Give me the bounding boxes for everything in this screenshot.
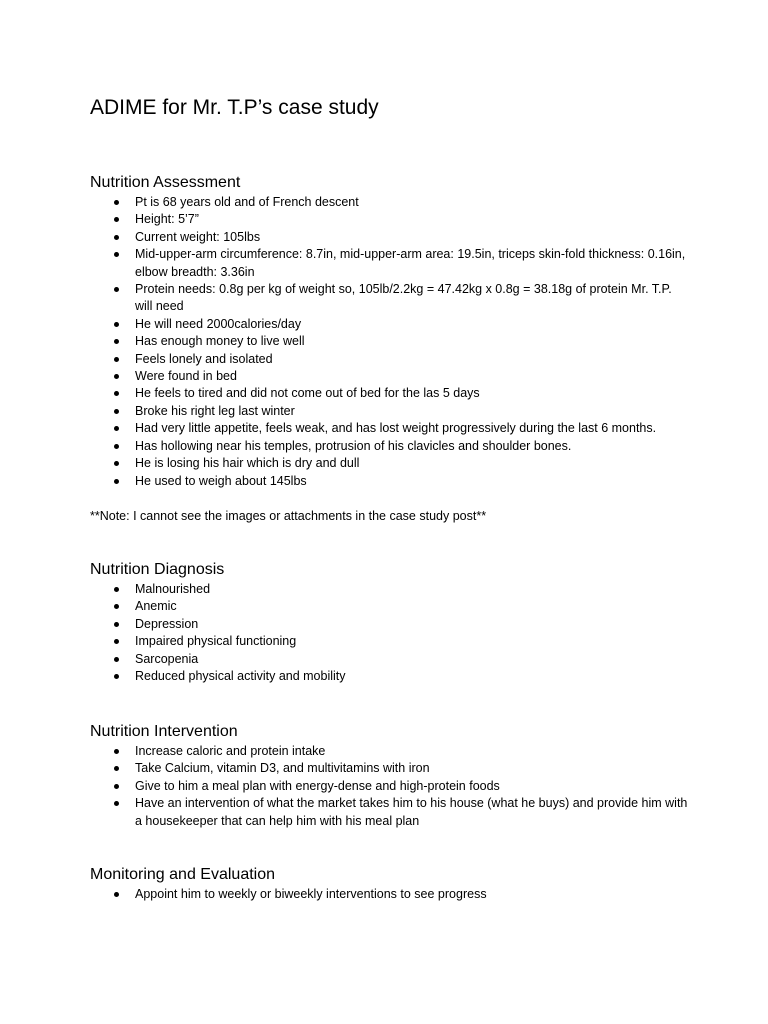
list-item-text: Have an intervention of what the market takes him to his house (what he buys) and provide him with a housekeeper that can help him with his meal plan: [135, 796, 688, 828]
list-item: [90, 211, 690, 228]
list-item-text: Height: 5’7”: [135, 212, 199, 227]
bullet-icon: [114, 287, 119, 292]
bullet-icon: [114, 235, 119, 240]
list-item: [90, 778, 690, 795]
bullet-icon: [114, 374, 119, 379]
list-item: [90, 403, 690, 420]
list-item: [90, 651, 690, 668]
bullet-icon: [114, 444, 119, 449]
bullet-icon: [114, 604, 119, 609]
bullet-icon: [114, 801, 119, 806]
assessment-list: [90, 194, 690, 490]
list-item: [90, 616, 690, 633]
bullet-icon: [114, 657, 119, 662]
list-item: [90, 438, 690, 455]
list-item: [90, 795, 690, 830]
list-item: [90, 455, 690, 472]
bullet-icon: [114, 784, 119, 789]
list-item-text: Reduced physical activity and mobility: [135, 669, 346, 684]
list-item: [90, 246, 690, 281]
bullet-icon: [114, 622, 119, 627]
bullet-icon: [114, 200, 119, 205]
list-item: [90, 668, 690, 685]
list-item: [90, 420, 690, 437]
list-item: [90, 333, 690, 350]
diagnosis-list: [90, 581, 690, 685]
section-heading-monitoring: Monitoring and Evaluation: [90, 866, 276, 883]
section-nutrition-intervention: [90, 722, 690, 830]
list-item: [90, 633, 690, 650]
list-item: [90, 385, 690, 402]
list-item: [90, 598, 690, 615]
bullet-icon: [114, 357, 119, 362]
bullet-icon: [114, 587, 119, 592]
bullet-icon: [114, 766, 119, 771]
list-item-text: Were found in bed: [135, 369, 237, 384]
list-item-text: He feels to tired and did not come out of bed for the las 5 days: [135, 386, 480, 401]
list-item-text: Depression: [135, 616, 199, 631]
bullet-icon: [114, 639, 119, 644]
list-item-text: Sarcopenia: [135, 651, 199, 666]
list-item: [90, 351, 690, 368]
section-heading-assessment: Nutrition Assessment: [90, 174, 241, 191]
list-item-text: Anemic: [135, 599, 177, 614]
bullet-icon: [114, 322, 119, 327]
list-item-text: Has enough money to live well: [135, 334, 305, 349]
list-item-text: He will need 2000calories/day: [135, 316, 302, 331]
bullet-icon: [114, 674, 119, 679]
bullet-icon: [114, 892, 119, 897]
bullet-icon: [114, 339, 119, 344]
list-item: [90, 316, 690, 333]
bullet-icon: [114, 409, 119, 414]
list-item-text: Broke his right leg last winter: [135, 403, 295, 418]
list-item-text: Feels lonely and isolated: [135, 351, 273, 366]
intervention-list: [90, 743, 690, 830]
list-item-text: Protein needs: 0.8g per kg of weight so, 105lb/2.2kg = 47.42kg x 0.8g = 38.18g of protein Mr. T.P. will need: [135, 282, 672, 314]
list-item: [90, 473, 690, 490]
list-item-text: Take Calcium, vitamin D3, and multivitamins with iron: [135, 761, 430, 776]
list-item: [90, 229, 690, 246]
list-item: [90, 194, 690, 211]
list-item-text: He used to weigh about 145lbs: [135, 473, 307, 488]
bullet-icon: [114, 461, 119, 466]
bullet-icon: [114, 749, 119, 754]
section-nutrition-assessment: [90, 173, 690, 490]
list-item-text: Had very little appetite, feels weak, and has lost weight progressively during the last 6 months.: [135, 421, 657, 436]
list-item: [90, 743, 690, 760]
list-item: [90, 581, 690, 598]
bullet-icon: [114, 479, 119, 484]
list-item-text: Increase caloric and protein intake: [135, 744, 326, 758]
section-monitoring-evaluation: [90, 865, 690, 903]
list-item: [90, 760, 690, 777]
section-heading-diagnosis: Nutrition Diagnosis: [90, 561, 225, 578]
list-item-text: Pt is 68 years old and of French descent: [135, 195, 359, 209]
list-item-text: He is losing his hair which is dry and dull: [135, 456, 360, 471]
list-item-text: Malnourished: [135, 582, 211, 596]
case-study-note: **Note: I cannot see the images or attachments in the case study post**: [90, 509, 487, 523]
list-item-text: Has hollowing near his temples, protrusion of his clavicles and shoulder bones.: [135, 438, 572, 453]
section-nutrition-diagnosis: [90, 560, 690, 685]
section-heading-intervention: Nutrition Intervention: [90, 723, 238, 740]
bullet-icon: [114, 391, 119, 396]
monitoring-list: [90, 886, 690, 903]
list-item-text: Appoint him to weekly or biweekly interventions to see progress: [135, 887, 487, 901]
list-item-text: Impaired physical functioning: [135, 634, 297, 649]
list-item: [90, 368, 690, 385]
list-item: [90, 281, 690, 316]
bullet-icon: [114, 426, 119, 431]
list-item-text: Give to him a meal plan with energy-dense and high-protein foods: [135, 778, 500, 793]
bullet-icon: [114, 217, 119, 222]
list-item-text: Mid-upper-arm circumference: 8.7in, mid-upper-arm area: 19.5in, triceps skin-fold thickness: 0.16in, elbow breadth: 3.36in: [135, 247, 686, 279]
bullet-icon: [114, 252, 119, 257]
list-item-text: Current weight: 105lbs: [135, 229, 261, 244]
document-title: ADIME for Mr. T.P’s case study: [90, 96, 379, 119]
list-item: [90, 886, 690, 903]
